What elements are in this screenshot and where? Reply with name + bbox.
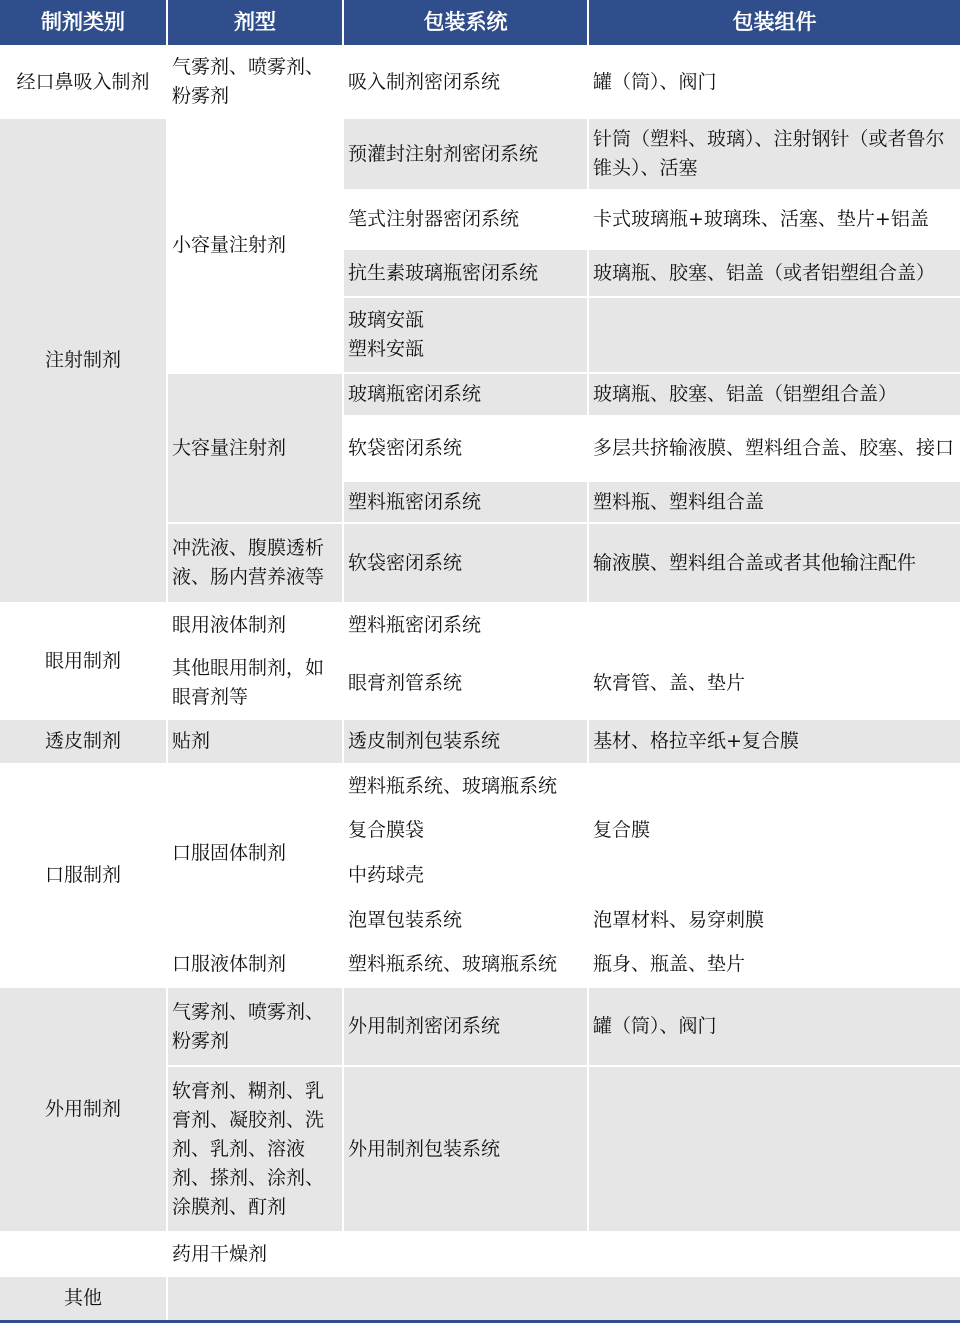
packaging-system-cell: 泡罩包装系统 [343, 898, 588, 942]
category-cell: 外用制剂 [0, 987, 167, 1232]
dosage-form-cell: 口服液体制剂 [167, 942, 343, 987]
packaging-components-cell: 罐（筒）、阀门 [588, 987, 960, 1066]
empty-cell [167, 1276, 960, 1321]
dosage-form-cell: 软膏剂、糊剂、乳膏剂、凝胶剂、洗剂、乳剂、溶液剂、搽剂、涂剂、涂膜剂、酊剂 [167, 1066, 343, 1232]
header-dosage-form: 剂型 [167, 0, 343, 46]
table-row [0, 118, 960, 190]
packaging-system-cell: 软袋密闭系统 [343, 416, 588, 481]
system-line: 塑料安瓿 [348, 338, 425, 360]
category-cell: 经口鼻吸入制剂 [0, 46, 167, 118]
packaging-system-cell [343, 297, 588, 373]
packaging-system-cell: 塑料瓶密闭系统 [343, 603, 588, 647]
packaging-components-cell: 多层共挤输液膜、塑料组合盖、胶塞、接口 [588, 416, 960, 481]
header-row [0, 0, 960, 46]
packaging-system-cell: 中药球壳 [343, 853, 588, 898]
packaging-system-cell: 软袋密闭系统 [343, 523, 588, 603]
packaging-components-cell: 软膏管、盖、垫片 [588, 647, 960, 719]
packaging-system-cell: 玻璃瓶密闭系统 [343, 373, 588, 416]
packaging-system-cell: 笔式注射器密闭系统 [343, 190, 588, 249]
packaging-components-cell: 瓶身、瓶盖、垫片 [588, 942, 960, 987]
packaging-components-cell: 泡罩材料、易穿刺膜 [588, 898, 960, 942]
packaging-components-cell [588, 603, 960, 647]
dosage-form-cell: 药用干燥剂 [167, 1232, 960, 1276]
category-cell: 眼用制剂 [0, 603, 167, 719]
table-row [0, 603, 960, 647]
dosage-form-cell: 小容量注射剂 [167, 118, 343, 373]
packaging-system-cell: 塑料瓶系统、玻璃瓶系统 [343, 764, 588, 808]
header-packaging-components: 包装组件 [588, 0, 960, 46]
packaging-components-cell [588, 297, 960, 373]
packaging-components-cell: 卡式玻璃瓶+玻璃珠、活塞、垫片+铝盖 [588, 190, 960, 249]
category-cell: 注射制剂 [0, 118, 167, 603]
dosage-form-cell: 气雾剂、喷雾剂、粉雾剂 [167, 987, 343, 1066]
dosage-form-cell: 口服固体制剂 [167, 764, 343, 942]
category-cell: 其他 [0, 1276, 167, 1321]
packaging-components-cell: 针筒（塑料、玻璃）、注射钢针（或者鲁尔锥头）、活塞 [588, 118, 960, 190]
packaging-system-cell: 吸入制剂密闭系统 [343, 46, 588, 118]
table-row [0, 764, 960, 808]
packaging-system-cell: 塑料瓶密闭系统 [343, 481, 588, 523]
dosage-form-cell: 眼用液体制剂 [167, 603, 343, 647]
dosage-form-cell: 贴剂 [167, 719, 343, 764]
category-cell: 透皮制剂 [0, 719, 167, 764]
packaging-components-cell [588, 853, 960, 898]
dosage-form-cell: 冲洗液、腹膜透析液、肠内营养液等 [167, 523, 343, 603]
packaging-system-cell: 外用制剂密闭系统 [343, 987, 588, 1066]
packaging-system-cell: 外用制剂包装系统 [343, 1066, 588, 1232]
category-cell [0, 1232, 167, 1276]
packaging-system-cell: 预灌封注射剂密闭系统 [343, 118, 588, 190]
packaging-components-cell: 罐（筒）、阀门 [588, 46, 960, 118]
table-row [0, 719, 960, 764]
table-row [0, 987, 960, 1066]
system-line: 玻璃安瓿 [348, 309, 425, 331]
dosage-form-cell: 气雾剂、喷雾剂、粉雾剂 [167, 46, 343, 118]
packaging-components-cell: 复合膜 [588, 808, 960, 853]
dosage-form-cell: 大容量注射剂 [167, 373, 343, 523]
packaging-system-cell: 复合膜袋 [343, 808, 588, 853]
packaging-components-cell: 玻璃瓶、胶塞、铝盖（或者铝塑组合盖） [588, 249, 960, 297]
packaging-components-cell: 塑料瓶、塑料组合盖 [588, 481, 960, 523]
table-row [0, 46, 960, 118]
table-row [0, 1276, 960, 1321]
packaging-system-cell: 塑料瓶系统、玻璃瓶系统 [343, 942, 588, 987]
packaging-system-cell: 透皮制剂包装系统 [343, 719, 588, 764]
packaging-system-cell: 抗生素玻璃瓶密闭系统 [343, 249, 588, 297]
packaging-components-cell [588, 1066, 960, 1232]
packaging-components-cell: 输液膜、塑料组合盖或者其他输注配件 [588, 523, 960, 603]
header-packaging-system: 包装系统 [343, 0, 588, 46]
dosage-form-cell: 其他眼用制剂，如眼膏剂等 [167, 647, 343, 719]
packaging-components-cell [588, 764, 960, 808]
category-cell: 口服制剂 [0, 764, 167, 987]
packaging-system-cell: 眼膏剂管系统 [343, 647, 588, 719]
packaging-components-cell: 玻璃瓶、胶塞、铝盖（铝塑组合盖） [588, 373, 960, 416]
table-row [0, 1232, 960, 1276]
packaging-components-cell: 基材、格拉辛纸+复合膜 [588, 719, 960, 764]
header-category: 制剂类别 [0, 0, 167, 46]
